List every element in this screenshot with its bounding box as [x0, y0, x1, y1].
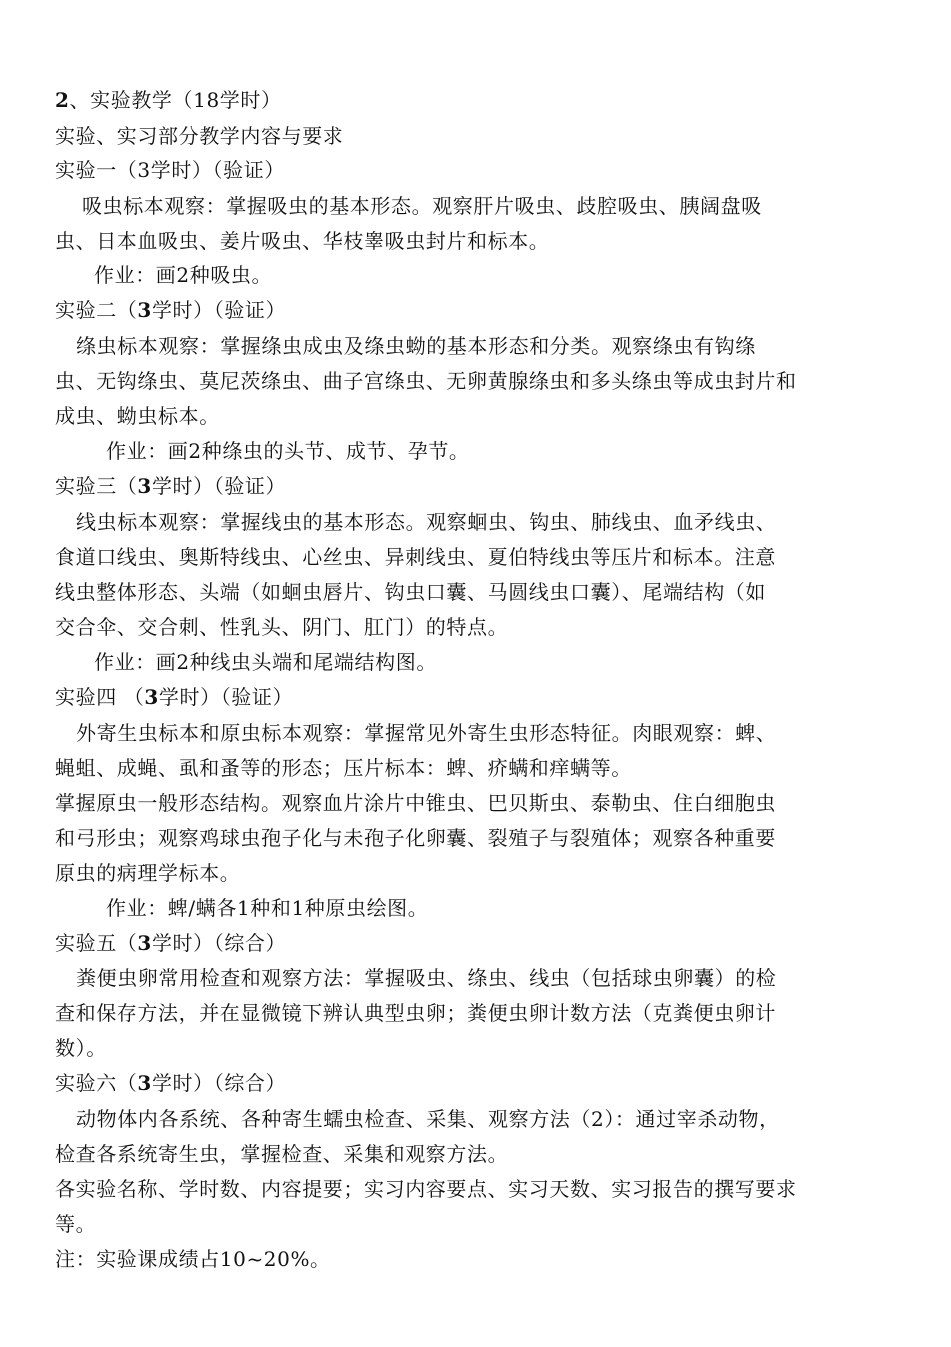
section-title: 、实验教学（18学时）	[69, 88, 282, 112]
exp1-heading: 实验一（3学时）（验证）	[55, 158, 285, 182]
exp3-heading: 实验三（3学时）（验证）	[55, 474, 287, 498]
exp5-line1: 粪便虫卵常用检查和观察方法：掌握吸虫、绦虫、线虫（包括球虫卵囊）的检	[76, 966, 777, 990]
exp3-homework: 作业：画2种线虫头端和尾端结构图。	[94, 650, 437, 674]
exp2-heading: 实验二（3学时）（验证）	[55, 298, 287, 322]
grade-note: 注：实验课成绩占10~20%。	[55, 1247, 331, 1271]
section-number: 2	[55, 88, 70, 112]
exp3-line3: 线虫整体形态、头端（如蛔虫唇片、钩虫口囊、马圆线虫口囊）、尾端结构（如	[55, 580, 766, 604]
exp4-line1: 外寄生虫标本和原虫标本观察：掌握常见外寄生虫形态特征。肉眼观察：蜱、	[76, 721, 777, 745]
exp4-line4: 和弓形虫；观察鸡球虫孢子化与未孢子化卵囊、裂殖子与裂殖体；观察各种重要	[55, 826, 776, 850]
exp5-line2: 查和保存方法，并在显微镜下辨认典型虫卵；粪便虫卵计数方法（克粪便虫卵计	[55, 1001, 776, 1025]
exp6-line1: 动物体内各系统、各种寄生蠕虫检查、采集、观察方法（2）：通过宰杀动物，	[76, 1107, 780, 1131]
exp2-line2: 虫、无钩绦虫、莫尼茨绦虫、曲子宫绦虫、无卵黄腺绦虫和多头绦虫等成虫封片和	[55, 369, 797, 393]
exp2-homework: 作业：画2种绦虫的头节、成节、孕节。	[106, 439, 470, 463]
exp2-line3: 成虫、蚴虫标本。	[55, 404, 220, 428]
subtitle: 实验、实习部分教学内容与要求	[55, 124, 344, 148]
exp5-line3: 数）。	[55, 1036, 107, 1060]
exp1-line1: 吸虫标本观察：掌握吸虫的基本形态。观察肝片吸虫、歧腔吸虫、胰阔盘吸	[82, 194, 762, 218]
exp1-line2: 虫、日本血吸虫、姜片吸虫、华枝睾吸虫封片和标本。	[55, 229, 550, 253]
exp3-line1: 线虫标本观察：掌握线虫的基本形态。观察蛔虫、钩虫、肺线虫、血矛线虫、	[76, 510, 777, 534]
summary-line1: 各实验名称、学时数、内容提要；实习内容要点、实习天数、实习报告的撰写要求	[55, 1177, 797, 1201]
exp4-line3: 掌握原虫一般形态结构。观察血片涂片中锥虫、巴贝斯虫、泰勒虫、住白细胞虫	[55, 791, 776, 815]
exp4-line2: 蝇蛆、成蝇、虱和蚤等的形态；压片标本：蜱、疥螨和痒螨等。	[55, 756, 632, 780]
exp4-line5: 原虫的病理学标本。	[55, 861, 241, 885]
summary-line2: 等。	[55, 1212, 97, 1236]
exp2-line1: 绦虫标本观察：掌握绦虫成虫及绦虫蚴的基本形态和分类。观察绦虫有钩绦	[76, 334, 756, 358]
exp6-line2: 检查各系统寄生虫，掌握检查、采集和观察方法。	[55, 1142, 509, 1166]
exp3-line2: 食道口线虫、奥斯特线虫、心丝虫、异刺线虫、夏伯特线虫等压片和标本。注意	[55, 545, 776, 569]
exp1-homework: 作业：画2种吸虫。	[94, 263, 273, 287]
exp6-heading: 实验六（3学时）（综合）	[55, 1071, 287, 1095]
exp4-homework: 作业：蜱/螨各1种和1种原虫绘图。	[106, 896, 429, 920]
exp3-line4: 交合伞、交合刺、性乳头、阴门、肛门）的特点。	[55, 615, 509, 639]
exp4-heading: 实验四 （3学时）（验证）	[55, 685, 294, 709]
section-heading	[55, 88, 282, 112]
exp5-heading: 实验五（3学时）（综合）	[55, 931, 287, 955]
